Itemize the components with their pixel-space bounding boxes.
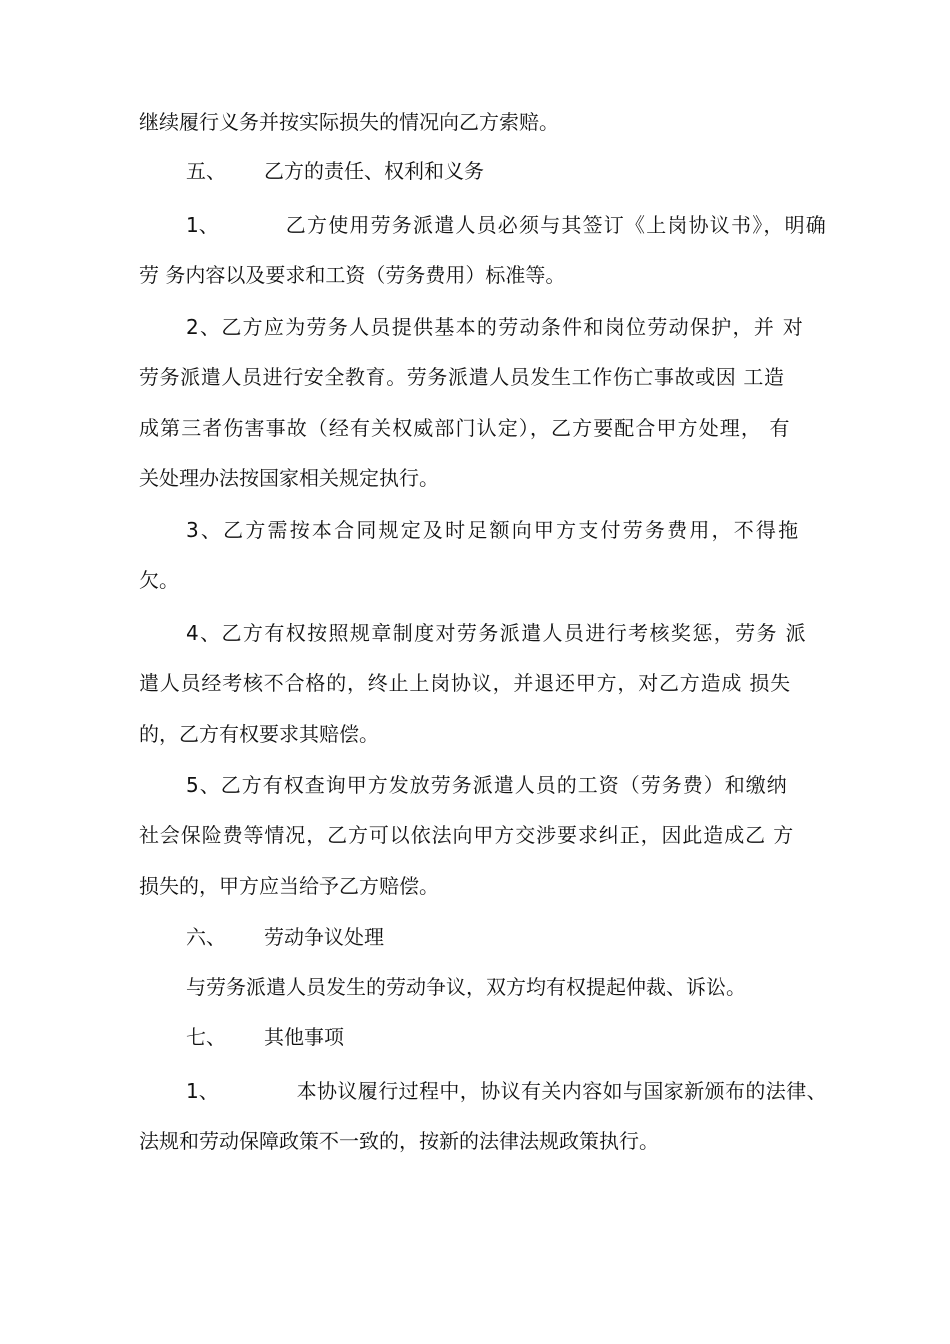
item-1-line-1 [186, 212, 827, 238]
paragraph-line: 损失的，甲方应当给予乙方赔偿。 [139, 874, 439, 898]
paragraph-line: 成第三者伤害事故（经有关权威部门认定），乙方要配合甲方处理， 有 [139, 416, 791, 440]
paragraph-line: 劳务派遣人员进行安全教育。劳务派遣人员发生工作伤亡事故或因 工造 [139, 365, 785, 389]
paragraph-line: 欠。 [139, 568, 179, 592]
item-number: 1、 [186, 1079, 219, 1103]
section-title: 乙方的责任、权利和义务 [264, 159, 484, 183]
section-title: 劳动争议处理 [264, 925, 384, 949]
paragraph-line: 5、乙方有权查询甲方发放劳务派遣人员的工资（劳务费）和缴纳 [186, 773, 788, 797]
section-heading-5 [186, 158, 484, 184]
paragraph-line: 劳 务内容以及要求和工资（劳务费用）标准等。 [139, 263, 566, 287]
paragraph-line: 继续履行义务并按实际损失的情况向乙方索赔。 [139, 110, 559, 134]
item-text: 乙方使用劳务派遣人员必须与其签订《上岗协议书》，明确 [285, 213, 827, 237]
item-text: 本协议履行过程中，协议有关内容如与国家新颁布的法律、 [296, 1079, 827, 1103]
section-number: 六、 [186, 925, 226, 949]
section-heading-6 [186, 924, 384, 950]
paragraph-line: 的，乙方有权要求其赔偿。 [139, 722, 379, 746]
item-number: 1、 [186, 213, 219, 237]
paragraph-line: 关处理办法按国家相关规定执行。 [139, 466, 439, 490]
section-number: 七、 [186, 1025, 226, 1049]
section-number: 五、 [186, 159, 226, 183]
item-7-1-line-1 [186, 1078, 827, 1104]
section-title: 其他事项 [264, 1025, 344, 1049]
paragraph-line: 3、乙方需按本合同规定及时足额向甲方支付劳务费用，不得拖 [186, 518, 801, 542]
paragraph-line: 社会保险费等情况，乙方可以依法向甲方交涉要求纠正，因此造成乙 方 [139, 823, 795, 847]
paragraph-line: 与劳务派遣人员发生的劳动争议，双方均有权提起仲裁、诉讼。 [186, 975, 746, 999]
paragraph-line: 4、乙方有权按照规章制度对劳务派遣人员进行考核奖惩，劳务 派 [186, 621, 808, 645]
paragraph-line: 法规和劳动保障政策不一致的，按新的法律法规政策执行。 [139, 1129, 659, 1153]
paragraph-line: 2、乙方应为劳务人员提供基本的劳动条件和岗位劳动保护，并 对 [186, 315, 805, 339]
section-heading-7 [186, 1024, 344, 1050]
paragraph-line: 遣人员经考核不合格的，终止上岗协议，并退还甲方，对乙方造成 损失 [139, 671, 791, 695]
